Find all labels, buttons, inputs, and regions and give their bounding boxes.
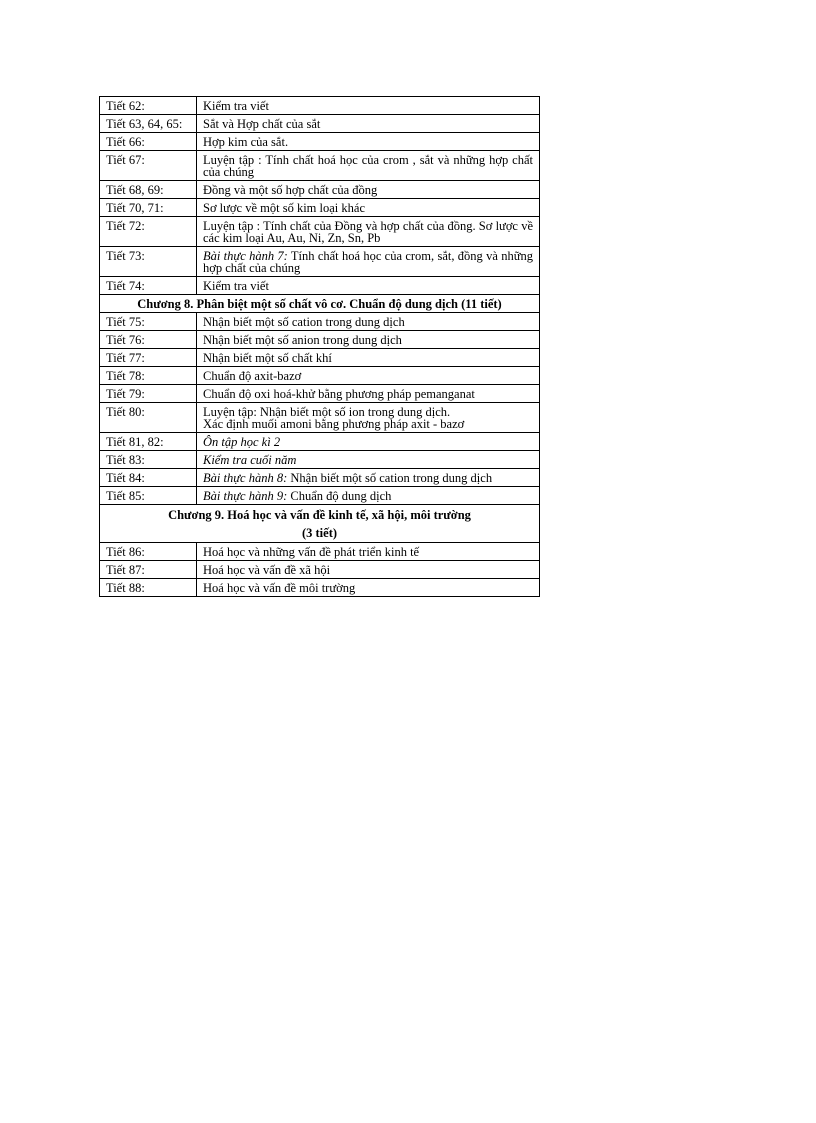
content-cell: Nhận biết một số cation trong dung dịch (197, 313, 540, 331)
period-cell: Tiết 85: (100, 487, 197, 505)
content-text: Nhận biết một số cation trong dung dịch (287, 471, 493, 485)
period-cell: Tiết 79: (100, 385, 197, 403)
table-row (100, 217, 540, 247)
table-row (100, 451, 540, 469)
content-cell (197, 487, 540, 505)
period-cell: Tiết 63, 64, 65: (100, 115, 197, 133)
table-row (100, 151, 540, 181)
content-cell: Sơ lược về một số kim loại khác (197, 199, 540, 217)
chapter-8-heading: Chương 8. Phân biệt một số chất vô cơ. Chuẩn độ dung dịch (11 tiết) (100, 295, 540, 313)
period-cell: Tiết 74: (100, 277, 197, 295)
content-cell: Nhận biết một số anion trong dung dịch (197, 331, 540, 349)
period-cell: Tiết 84: (100, 469, 197, 487)
content-line: Xác định muối amoni bằng phương pháp axit - bazơ (203, 417, 465, 431)
table-row (100, 199, 540, 217)
table-row (100, 331, 540, 349)
content-text: Chuẩn độ dung dịch (287, 489, 392, 503)
content-cell: Hoá học và những vấn đề phát triển kinh tế (197, 543, 540, 561)
content-cell: Hoá học và vấn đề môi trường (197, 579, 540, 597)
period-cell: Tiết 87: (100, 561, 197, 579)
period-cell: Tiết 73: (100, 247, 197, 277)
period-cell: Tiết 88: (100, 579, 197, 597)
table-row (100, 561, 540, 579)
content-cell: Hoá học và vấn đề xã hội (197, 561, 540, 579)
period-cell: Tiết 78: (100, 367, 197, 385)
period-cell: Tiết 70, 71: (100, 199, 197, 217)
table-row (100, 579, 540, 597)
practice-label: Bài thực hành 9: (203, 489, 288, 503)
period-cell: Tiết 76: (100, 331, 197, 349)
period-cell: Tiết 62: (100, 97, 197, 115)
period-cell: Tiết 81, 82: (100, 433, 197, 451)
content-cell: Sắt và Hợp chất của sắt (197, 115, 540, 133)
period-cell: Tiết 68, 69: (100, 181, 197, 199)
table-row (100, 277, 540, 295)
table-row (100, 487, 540, 505)
table-row (100, 433, 540, 451)
period-cell: Tiết 67: (100, 151, 197, 181)
practice-label: Bài thực hành 7: (203, 249, 288, 263)
table-row (100, 247, 540, 277)
content-cell: Nhận biết một số chất khí (197, 349, 540, 367)
table-row (100, 313, 540, 331)
chapter-heading-row (100, 505, 540, 543)
content-cell: Ôn tập học kì 2 (197, 433, 540, 451)
content-cell: Chuẩn độ axit-bazơ (197, 367, 540, 385)
content-text: Tính chất hoá học của crom, sắt, đồng và những hợp chất của chúng (203, 249, 533, 275)
chapter-heading-row (100, 295, 540, 313)
chapter-9-title: Chương 9. Hoá học và vấn đề kinh tế, xã hội, môi trường (168, 508, 471, 522)
content-line: Luyện tập: Nhận biết một số ion trong dung dịch. (203, 405, 451, 419)
table-row (100, 181, 540, 199)
period-cell: Tiết 75: (100, 313, 197, 331)
period-cell: Tiết 86: (100, 543, 197, 561)
table-row (100, 367, 540, 385)
chapter-9-heading (100, 505, 540, 543)
table-row (100, 97, 540, 115)
period-cell: Tiết 72: (100, 217, 197, 247)
content-cell: Hợp kim của sắt. (197, 133, 540, 151)
content-cell: Chuẩn độ oxi hoá-khử bằng phương pháp pemanganat (197, 385, 540, 403)
content-cell (197, 247, 540, 277)
chapter-9-periods: (3 tiết) (301, 526, 338, 540)
period-cell: Tiết 83: (100, 451, 197, 469)
content-cell: Kiểm tra viết (197, 97, 540, 115)
practice-label: Bài thực hành 8: (203, 471, 288, 485)
content-cell (197, 403, 540, 433)
syllabus-table (99, 96, 540, 597)
table-row (100, 469, 540, 487)
content-cell: Kiểm tra viết (197, 277, 540, 295)
table-row (100, 385, 540, 403)
content-cell: Luyện tập : Tính chất hoá học của crom , sắt và những hợp chất của chúng (197, 151, 540, 181)
content-cell: Đồng và một số hợp chất của đồng (197, 181, 540, 199)
table-row (100, 403, 540, 433)
content-cell (197, 469, 540, 487)
content-cell: Luyện tập : Tính chất của Đồng và hợp chất của đồng. Sơ lược về các kim loại Au, Au, Ni, Zn, Sn, Pb (197, 217, 540, 247)
period-cell: Tiết 77: (100, 349, 197, 367)
table-row (100, 543, 540, 561)
content-cell: Kiểm tra cuối năm (197, 451, 540, 469)
table-row (100, 349, 540, 367)
table-row (100, 115, 540, 133)
table-row (100, 133, 540, 151)
period-cell: Tiết 66: (100, 133, 197, 151)
period-cell: Tiết 80: (100, 403, 197, 433)
